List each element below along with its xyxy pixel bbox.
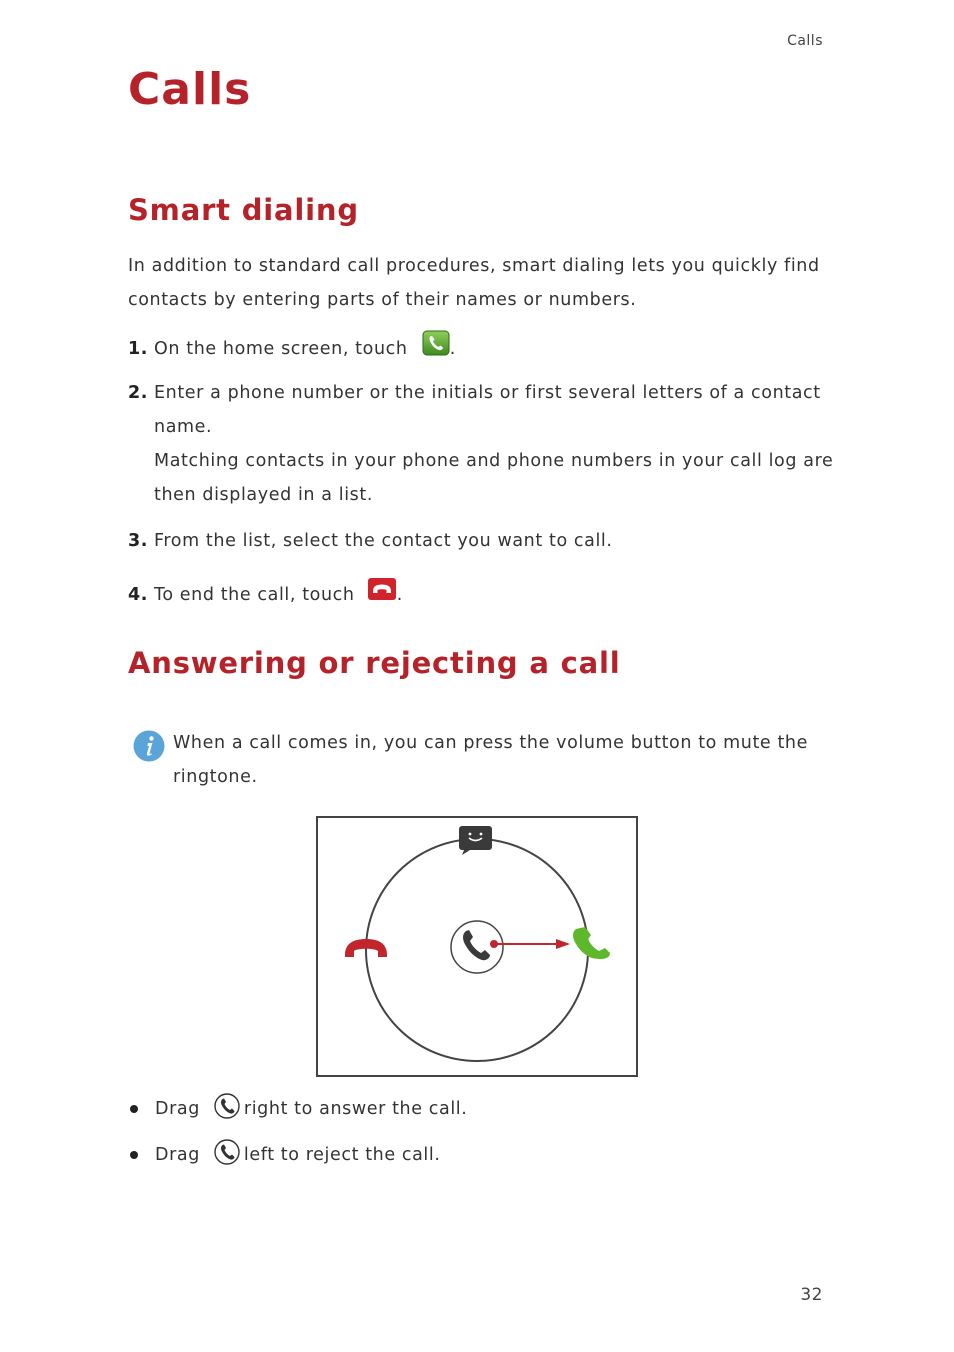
step-2-line-1: Enter a phone number or the initials or first several letters of a contact <box>154 383 821 403</box>
step-text-after: . <box>396 585 403 605</box>
end-call-icon <box>367 577 397 613</box>
info-icon <box>133 730 165 766</box>
bullet-dot <box>130 1105 138 1113</box>
phone-app-icon <box>422 330 450 368</box>
step-number: 4. <box>128 585 149 605</box>
note-line-1: When a call comes in, you can press the volume button to mute the <box>173 733 808 753</box>
bullet-dot <box>130 1151 138 1159</box>
intro-line-1: In addition to standard call procedures, smart dialing lets you quickly find <box>128 256 820 276</box>
note-text <box>173 726 833 794</box>
bullet-text-after: left to reject the call. <box>243 1144 441 1165</box>
step-2 <box>128 376 154 410</box>
answer-call-icon <box>573 927 610 959</box>
bullet-text-before: Drag <box>155 1144 200 1165</box>
section-title-smart-dialing: Smart dialing <box>128 193 359 227</box>
bullet-text-after: right to answer the call. <box>243 1098 468 1119</box>
bullet-text-before: Drag <box>155 1098 200 1119</box>
running-header: Calls <box>787 33 823 49</box>
step-4 <box>128 577 403 613</box>
call-handle-icon <box>214 1093 240 1124</box>
chapter-title: Calls <box>128 64 252 115</box>
step-2-line-2: name. <box>154 417 213 437</box>
step-number: 2. <box>128 383 149 403</box>
step-text: From the list, select the contact you want to call. <box>154 531 613 551</box>
step-text: On the home screen, touch <box>154 339 408 359</box>
message-reply-icon <box>459 826 492 855</box>
bullet-reject <box>130 1139 441 1170</box>
page-number: 32 <box>800 1285 823 1305</box>
intro-paragraph <box>128 249 820 317</box>
note-line-2: ringtone. <box>173 767 258 787</box>
step-text: To end the call, touch <box>154 585 355 605</box>
incoming-call-illustration <box>316 816 638 1077</box>
bullet-answer <box>130 1093 467 1124</box>
step-text-after: . <box>449 339 456 359</box>
section-title-answering: Answering or rejecting a call <box>128 646 621 680</box>
step-number: 1. <box>128 339 149 359</box>
call-handle-icon <box>214 1139 240 1170</box>
step-2-line-3: Matching contacts in your phone and phone numbers in your call log are <box>154 451 834 471</box>
intro-line-2: contacts by entering parts of their names or numbers. <box>128 290 637 310</box>
step-2-body <box>154 376 834 512</box>
step-2-line-4: then displayed in a list. <box>154 485 374 505</box>
step-number: 3. <box>128 531 149 551</box>
step-1 <box>128 330 456 368</box>
step-3 <box>128 524 613 558</box>
